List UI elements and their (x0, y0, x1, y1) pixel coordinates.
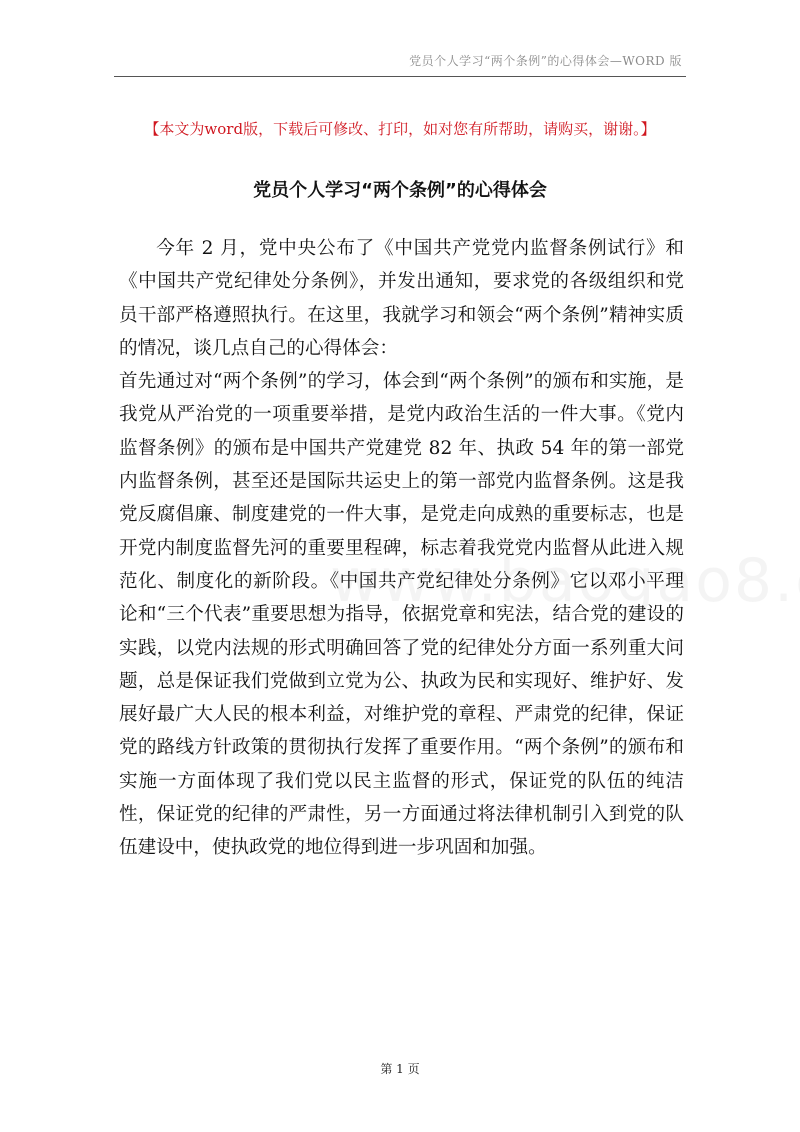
document-title: 党员个人学习“两个条例”的心得体会 (253, 180, 547, 201)
paragraph-first-point: 首先通过对“两个条例”的学习，体会到“两个条例”的颁布和实施，是我党从严治党的一项重要举措，是党内政治生活的一件大事。《党内监督条例》的颁布是中国共产党建党 82 年、执政 54 年的第一部党内监督条例，甚至还是国际共运史上的第一部党内监督条例。这是我党反腐倡廉、制度建党的一件大事，是党走向成熟的重要标志，也是开党内制度监督先河的重要里程碑，标志着我党党内监督从此进入规范化、制度化的新阶段。《中国共产党纪律处分条例》它以邓小平理论和“三个代表”重要思想为指导，依据党章和宪法，结合党的建设的实践，以党内法规的形式明确回答了党的纪律处分方面一系列重大问题，总是保证我们党做到立党为公、执政为民和实现好、维护好、发展好最广大人民的根本利益，对维护党的章程、严肃党的纪律，保证党的路线方针政策的贯彻执行发挥了重要作用。“两个条例”的颁布和实施一方面体现了我们党以民主监督的形式，保证党的队伍的纯洁性，保证党的纪律的严肃性，另一方面通过将法律机制引入到党的队伍建设中，使执政党的地位得到进一步巩固和加强。 (119, 371, 684, 859)
purchase-notice: 【本文为word版，下载后可修改、打印，如对您有所帮助，请购买，谢谢。】 (144, 120, 656, 138)
running-header: 党员个人学习“两个条例”的心得体会—WORD 版 (409, 54, 682, 68)
page-number: 第 1 页 (380, 1062, 420, 1076)
watermark (330, 546, 800, 616)
paragraph-intro: 今年 2 月，党中央公布了《中国共产党党内监督条例试行》和《中国共产党纪律处分条例》，并发出通知，要求党的各级组织和党员干部严格遵照执行。在这里，我就学习和领会“两个条例”精神实质的情况，谈几点自己的心得体会： (119, 238, 684, 359)
header-divider (114, 76, 686, 77)
